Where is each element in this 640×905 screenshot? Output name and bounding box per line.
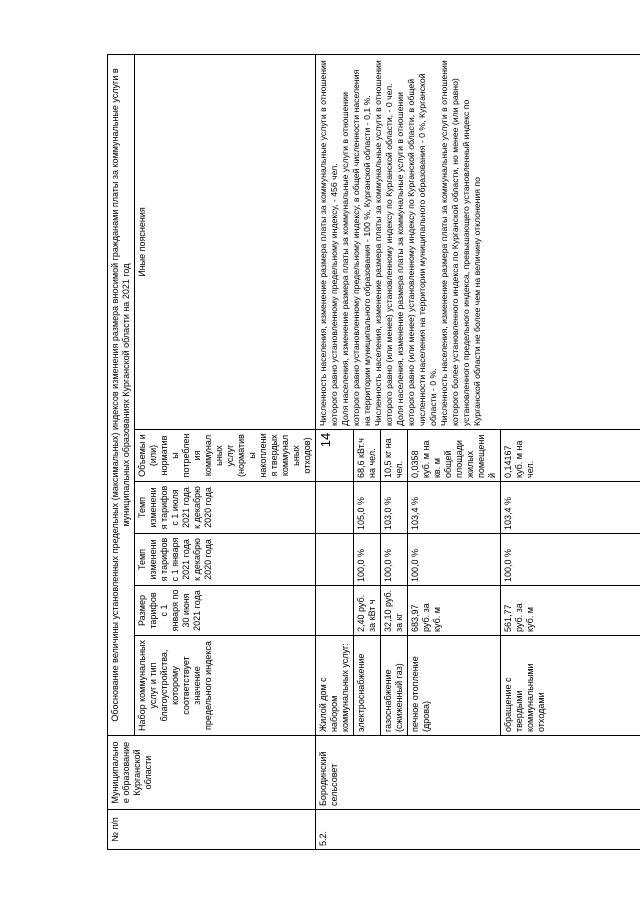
rate-jul-value: 105,0 % xyxy=(354,482,381,534)
notes-cell: Численность населения, изменение размера платы за коммунальные услуги в отношении которого равно установленному предельному индексу, - 456 чел. Доля населения, изменение размера платы за коммунальные услуги в отношении которого равно установленному предельному индексу, в общей численности населения на территории муниципального образования - 100 %, Курганской области - 0,1 %. Численность населения, изменение размера платы за коммунальные услуги в отношении которого равно (или менее) установленному индексу по Курганской области, - 0 чел. Доля населения, изменение размера платы за коммунальные услуги в отношении которого равно (или менее) установленному индексу по Курганской области, в общей численности населения на территории муниципального образования - 0 %, Курганской области - 0 %. Численность населения, изменение размера платы за коммунальные услуги в отношении которого более установленного индекса по Курганской области, но менее (или равно) установленного предельного индекса, превышающего установленный индекс по Курганской области не более чем на величину отклонения по xyxy=(316,55,640,430)
tariff-value: 561,77 руб. за куб. м xyxy=(501,586,640,636)
rate-jan-value: 100,0 % xyxy=(381,534,408,586)
table-title-row xyxy=(108,55,135,850)
service-name: газоснабжение (сжиженный газ) xyxy=(381,636,408,736)
tariff-value: 32,10 руб. за кг xyxy=(381,586,408,636)
col-header-volume: Объемы и (или) нормативы потребления коммунальных услуг (нормативы накопления твердых коммунальных отходов) xyxy=(135,430,316,482)
volume-value: 0,14167 куб. м на чел. xyxy=(501,430,640,482)
col-header-tariff: Размер тарифов с 1 января по 30 июня 2021 года xyxy=(135,586,316,636)
rate-jul-value: 103,4 % xyxy=(408,482,501,534)
service-name: электроснабжение xyxy=(354,636,381,736)
col-header-service: Набор коммунальных услуг и тип благоустройства, которому соответствует значение предельного индекса xyxy=(135,636,316,736)
tariff-value: 683,97 руб. за куб. м xyxy=(408,586,501,636)
service-name: печное отопление (дрова) xyxy=(408,636,501,736)
col-header-rate-jan: Темп изменения тарифов с 1 января 2021 года к декабрю 2020 года xyxy=(135,534,316,586)
rotated-table-page xyxy=(107,55,614,850)
municipality-name: Бородинский сельсовет xyxy=(316,736,640,810)
rate-jan-value: 100,0 % xyxy=(501,534,640,586)
main-header: Обоснование величины установленных предельных (максимальных) индексов изменения размера вносимой гражданами платы за коммунальные услуги в муниципальных образованиях Курганской области на 2021 год xyxy=(108,55,135,736)
service-group-label: Жилой дом с набором коммунальных услуг: xyxy=(316,636,354,736)
volume-value: 0,0358 куб. м на кв. м общей площади жилых помещений xyxy=(408,430,501,482)
col-header-municipality: Муниципальное образование Курганской области xyxy=(108,736,316,810)
table-header-row xyxy=(135,55,316,850)
col-header-rate-jul: Темп изменения тарифов с 1 июля 2021 года к декабрю 2020 года xyxy=(135,482,316,534)
service-name: обращение с твердыми коммунальными отходами xyxy=(501,636,640,736)
col-header-notes: Иные пояснения xyxy=(135,55,316,430)
row-number: 5.2. xyxy=(316,810,640,850)
rate-jan-value: 100,0 % xyxy=(354,534,381,586)
page-number: 14 xyxy=(318,432,333,448)
table-row xyxy=(316,55,354,850)
volume-value: 68,6 кВт.ч на чел. xyxy=(354,430,381,482)
tariff-index-table xyxy=(107,54,640,850)
tariff-value: 2,40 руб. за кВт ч xyxy=(354,586,381,636)
volume-value: 10,5 кг на чел. xyxy=(381,430,408,482)
rate-jul-value: 103,0 % xyxy=(381,482,408,534)
rate-jan-value: 100,0 % xyxy=(408,534,501,586)
rate-jul-value: 103,4 % xyxy=(501,482,640,534)
col-header-num: № п/п xyxy=(108,810,316,850)
